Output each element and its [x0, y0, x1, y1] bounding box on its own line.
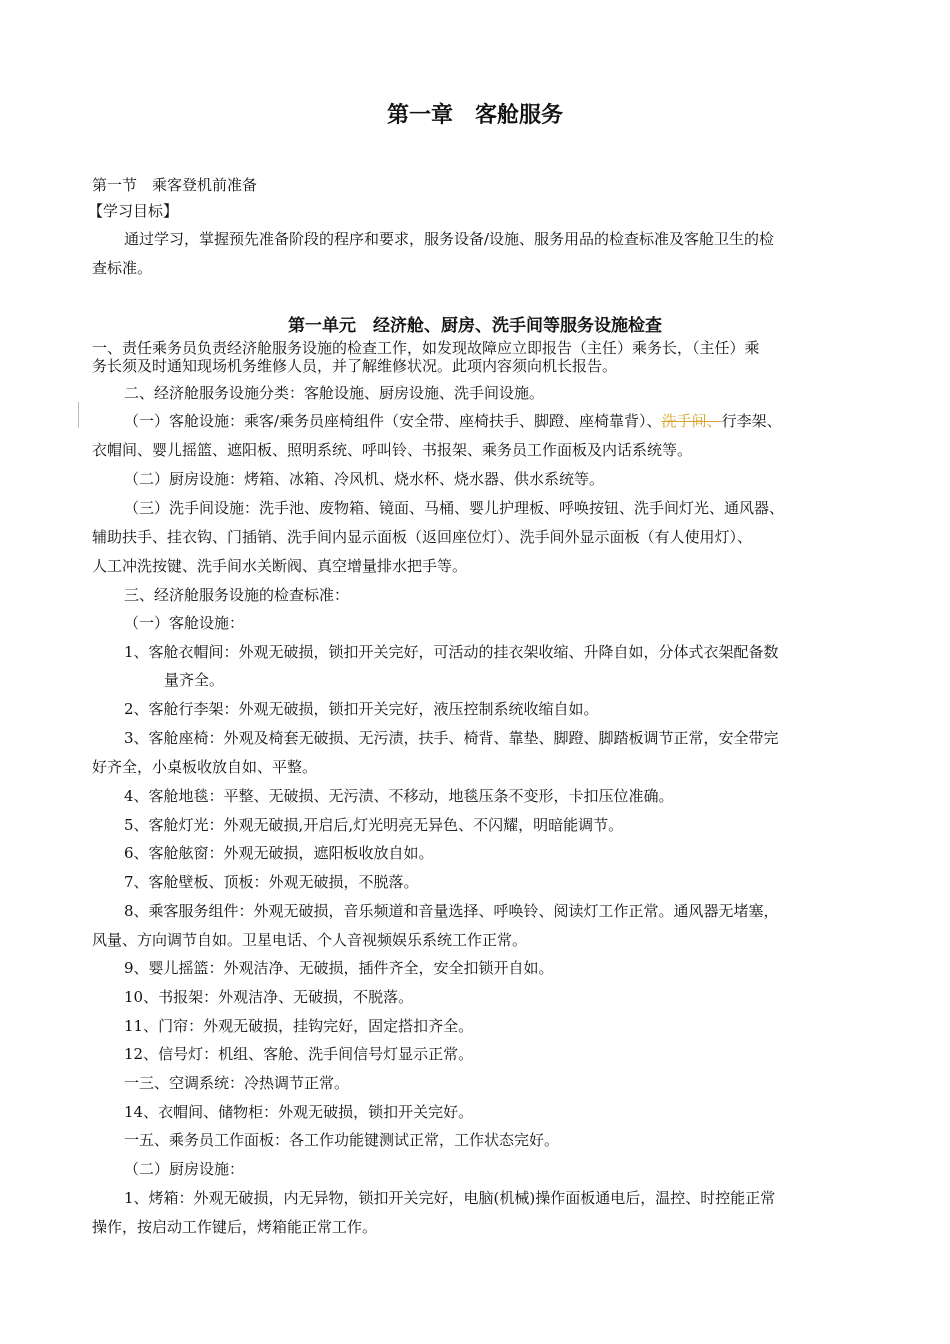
list-item: 3、客舱座椅：外观及椅套无破损、无污渍，扶手、椅背、靠垫、脚蹬、脚踏板调节正常，安全带完 — [124, 729, 779, 747]
paragraph-line: 人工冲洗按键、洗手间水关断阀、真空增量排水把手等。 — [92, 557, 468, 575]
chapter-title: 第一章 客舱服务 — [386, 103, 563, 128]
deleted-text: 洗手间、 — [661, 412, 722, 430]
paragraph-line: 辅助扶手、挂衣钩、门插销、洗手间内显示面板（返回座位灯）、洗手间外显示面板（有人使用灯）、 — [92, 528, 753, 546]
unit-title: 第一单元 经济舱、厨房、洗手间等服务设施检查 — [288, 316, 662, 336]
paragraph-line: 一、责任乘务员负责经济舱服务设施的检查工作，如发现故障应立即报告（主任）乘务长，（主任）乘 — [92, 339, 760, 357]
list-item: 好齐全，小桌板收放自如、平整。 — [92, 758, 318, 776]
list-item: 9、婴儿摇篮：外观洁净、无破损，插件齐全，安全扣锁开自如。 — [124, 959, 554, 977]
margin-change-bar — [78, 402, 79, 428]
paragraph-line: 务长须及时通知现场机务维修人员，并了解维修状况。此项内容须向机长报告。 — [92, 357, 618, 375]
objective-heading: 【学习目标】 — [88, 202, 179, 220]
paragraph-line: 二、经济舱服务设施分类：客舱设施、厨房设施、洗手间设施。 — [124, 384, 545, 402]
paragraph-line: （三）洗手间设施：洗手池、废物箱、镜面、马桶、婴儿护理板、呼唤按钮、洗手间灯光、通风器、 — [124, 499, 785, 517]
objective-text-line: 查标准。 — [92, 259, 153, 277]
list-item: 7、客舱壁板、顶板：外观无破损，不脱落。 — [124, 873, 419, 891]
list-item: 2、客舱行李架：外观无破损，锁扣开关完好，液压控制系统收缩自如。 — [124, 700, 599, 718]
list-item: 1、烤箱：外观无破损，内无异物，锁扣开关完好，电脑(机械)操作面板通电后，温控、时控能正常 — [124, 1189, 776, 1207]
list-item: 4、客舱地毯：平整、无破损、无污渍、不移动，地毯压条不变形，卡扣压位准确。 — [124, 787, 674, 805]
list-item: 12、信号灯：机组、客舱、洗手间信号灯显示正常。 — [124, 1045, 474, 1063]
paragraph-line: （二）厨房设施：烤箱、冰箱、冷风机、烧水杯、烧水器、供水系统等。 — [124, 470, 605, 488]
paragraph-line: 衣帽间、婴儿摇篮、遮阳板、照明系统、呼叫铃、书报架、乘务员工作面板及内话系统等。 — [92, 441, 693, 459]
list-item: 一五、乘务员工作面板：各工作功能键测试正常，工作状态完好。 — [124, 1131, 560, 1149]
paragraph-line: （二）厨房设施： — [124, 1160, 245, 1178]
list-item: 量齐全。 — [164, 671, 225, 689]
list-item: 操作，按启动工作键后，烤箱能正常工作。 — [92, 1218, 378, 1236]
list-item: 一三、空调系统：冷热调节正常。 — [124, 1074, 350, 1092]
list-item: 5、客舱灯光：外观无破损,开启后,灯光明亮无异色、不闪耀，明暗能调节。 — [124, 816, 624, 834]
text-run: 行李架、 — [721, 412, 782, 430]
list-item: 14、衣帽间、储物柜：外观无破损，锁扣开关完好。 — [124, 1103, 474, 1121]
list-item: 1、客舱衣帽间：外观无破损，锁扣开关完好，可活动的挂衣架收缩、升降自如，分体式衣架配备数 — [124, 643, 779, 661]
objective-text-line: 通过学习，掌握预先准备阶段的程序和要求，服务设备/设施、服务用品的检查标准及客舱卫生的检 — [124, 230, 775, 248]
list-item: 10、书报架：外观洁净、无破损，不脱落。 — [124, 988, 414, 1006]
list-item: 6、客舱舷窗：外观无破损，遮阳板收放自如。 — [124, 844, 434, 862]
paragraph-line — [124, 411, 782, 431]
paragraph-line: 三、经济舱服务设施的检查标准： — [124, 586, 350, 604]
section-title: 第一节 乘客登机前准备 — [92, 176, 258, 194]
list-item: 风量、方向调节自如。卫星电话、个人音视频娱乐系统工作正常。 — [92, 931, 528, 949]
paragraph-line: （一）客舱设施： — [124, 614, 245, 632]
list-item: 8、乘客服务组件：外观无破损，音乐频道和音量选择、呼唤铃、阅读灯工作正常。通风器无堵塞， — [124, 902, 779, 920]
text-run: （一）客舱设施：乘客/乘务员座椅组件（安全带、座椅扶手、脚蹬、座椅靠背）、 — [124, 412, 662, 430]
list-item: 11、门帘：外观无破损，挂钩完好，固定搭扣齐全。 — [124, 1017, 474, 1035]
